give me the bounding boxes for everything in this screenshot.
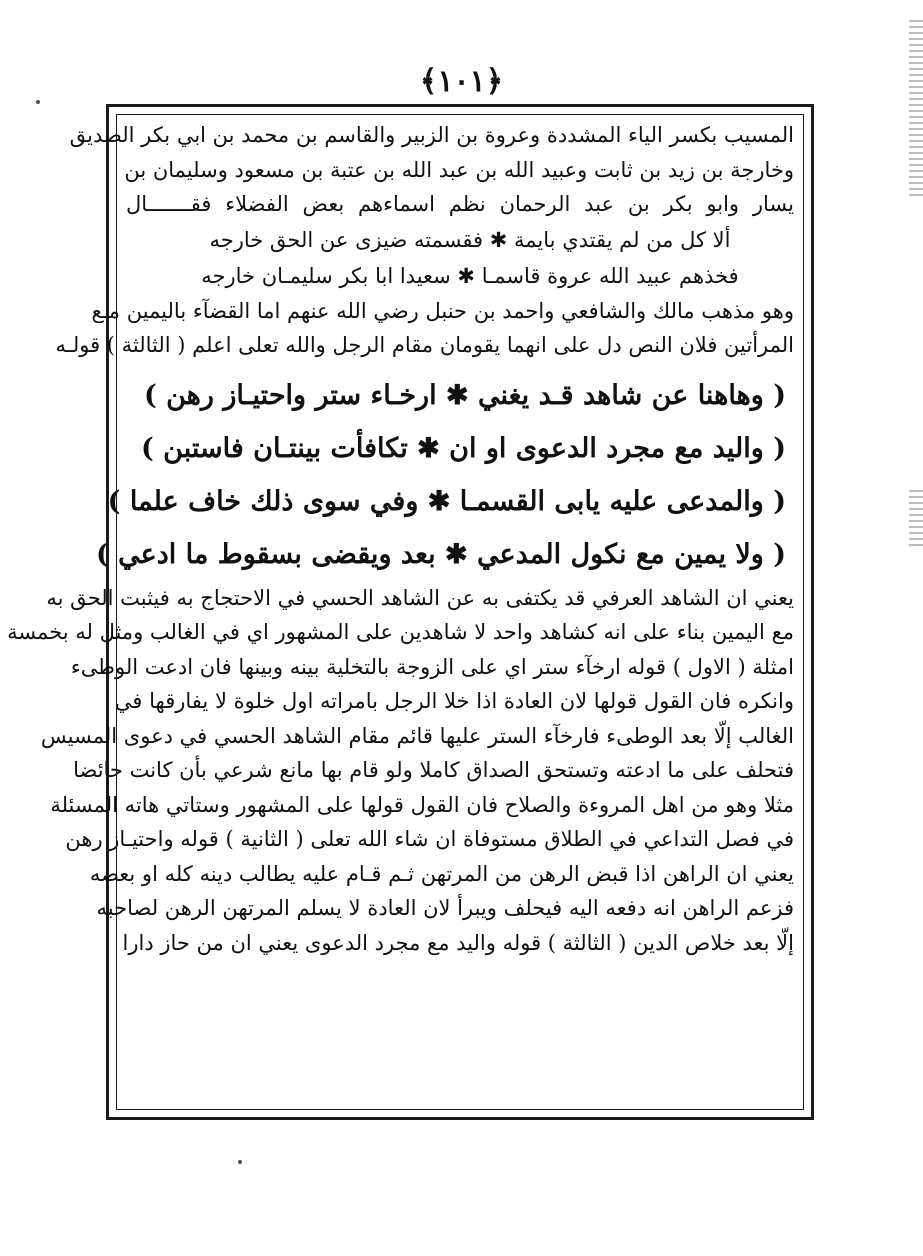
matn-verse: ( وهاهنا عن شاهد قـد يغني ✱ ارخـاء ستر واحتيـاز رهن )	[143, 379, 786, 411]
stray-dot	[238, 1160, 242, 1164]
matn-verse: ( ولا يمين مع نكول المدعي ✱ بعد ويقضى بسقوط ما ادعي )	[95, 538, 786, 570]
text-line: مع اليمين بناء على انه كشاهد واحد لا شاهدين على المشهور اي في الغالب ومثل له بخمسة	[7, 620, 794, 644]
text-line: مثلا وهو من اهل المروءة والصلاح فان القول قولها على المشهور وستاتي هاته المسئلة	[50, 792, 794, 817]
text-line: وانكره فان القول قولها لان العادة اذا خلا الرجل بامراته اول خلوة لا يفارقها في	[114, 689, 794, 713]
text-line: في فصل التداعي في الطلاق مستوفاة ان شاء الله تعلى ( الثانية ) قوله واحتيـاز رهن	[65, 827, 794, 851]
matn-verse: ( والمدعى عليه يابى القسمـا ✱ وفي سوى ذلك خاف علما )	[107, 485, 786, 517]
page-content	[7, 118, 794, 960]
poem-verse: ألا كل من لم يقتدي بايمة ✱ فقسمته ضيزى عن الحق خارجه	[209, 227, 731, 252]
text-line: المسيب بكسر الياء المشددة وعروة بن الزبير والقاسم بن محمد بن ابي بكر الصديق	[69, 123, 794, 147]
text-line: الغالب إلّا بعد الوطىء فارخآء الستر عليها قائم مقام الشاهد الحسي في دعوى المسيس	[40, 723, 794, 748]
text-line: وهو مذهب مالك والشافعي واحمد بن حنبل رضي الله عنهم اما القضآء باليمين مـع	[91, 298, 794, 323]
text-line: فتحلف على ما ادعته وتستحق الصداق كاملا ولو قام بها مانع شرعي بأن كانت حائضا	[73, 758, 794, 782]
scan-edge-mark	[909, 20, 923, 200]
text-line: وخارجة بن زيد بن ثابت وعبيد الله بن عبد الله بن عتبة بن مسعود وسليمان بن	[124, 157, 794, 182]
page-number: ﴾١٠١﴿	[419, 64, 504, 99]
stray-dot	[36, 100, 40, 104]
text-line: المرأتين فلان النص دل على انهما يقومان مقام الرجل والله تعلى اعلم ( الثالثة ) قولـه	[55, 333, 794, 357]
text-line: يعني ان الراهن اذا قبض الرهن من المرتهن ثـم قـام عليه يطالب دينه كله او بعضه	[89, 861, 794, 886]
text-line: يعني ان الشاهد العرفي قد يكتفى به عن الشاهد الحسي في الاحتجاج به فيثبت الحق به	[46, 585, 794, 610]
scan-edge-mark	[909, 490, 923, 550]
text-line: فزعم الراهن انه دفعه اليه فيحلف ويبرأ لان العادة لا يسلم المرتهن الرهن لصاحبه	[96, 896, 794, 920]
matn-verse: ( واليد مع مجرد الدعوى او ان ✱ تكافأت بينتـان فاستبن )	[141, 432, 786, 464]
text-line: إلّا بعد خلاص الدين ( الثالثة ) قوله واليد مع مجرد الدعوى يعني ان من حاز دارا	[122, 930, 794, 955]
text-line: امثلة ( الاول ) قوله ارخآء ستر اي على الزوجة بالتخلية بينه وبينها فان ادعت الوطىء	[70, 654, 794, 679]
text-line: يسار وابو بكر بن عبد الرحمان نظم اسماءهم بعض الفضلاء فقـــــــال	[126, 192, 794, 216]
poem-verse: فخذهم عبيد الله عروة قاسمـا ✱ سعيدا ابا بكر سليمـان خارجه	[201, 263, 739, 288]
